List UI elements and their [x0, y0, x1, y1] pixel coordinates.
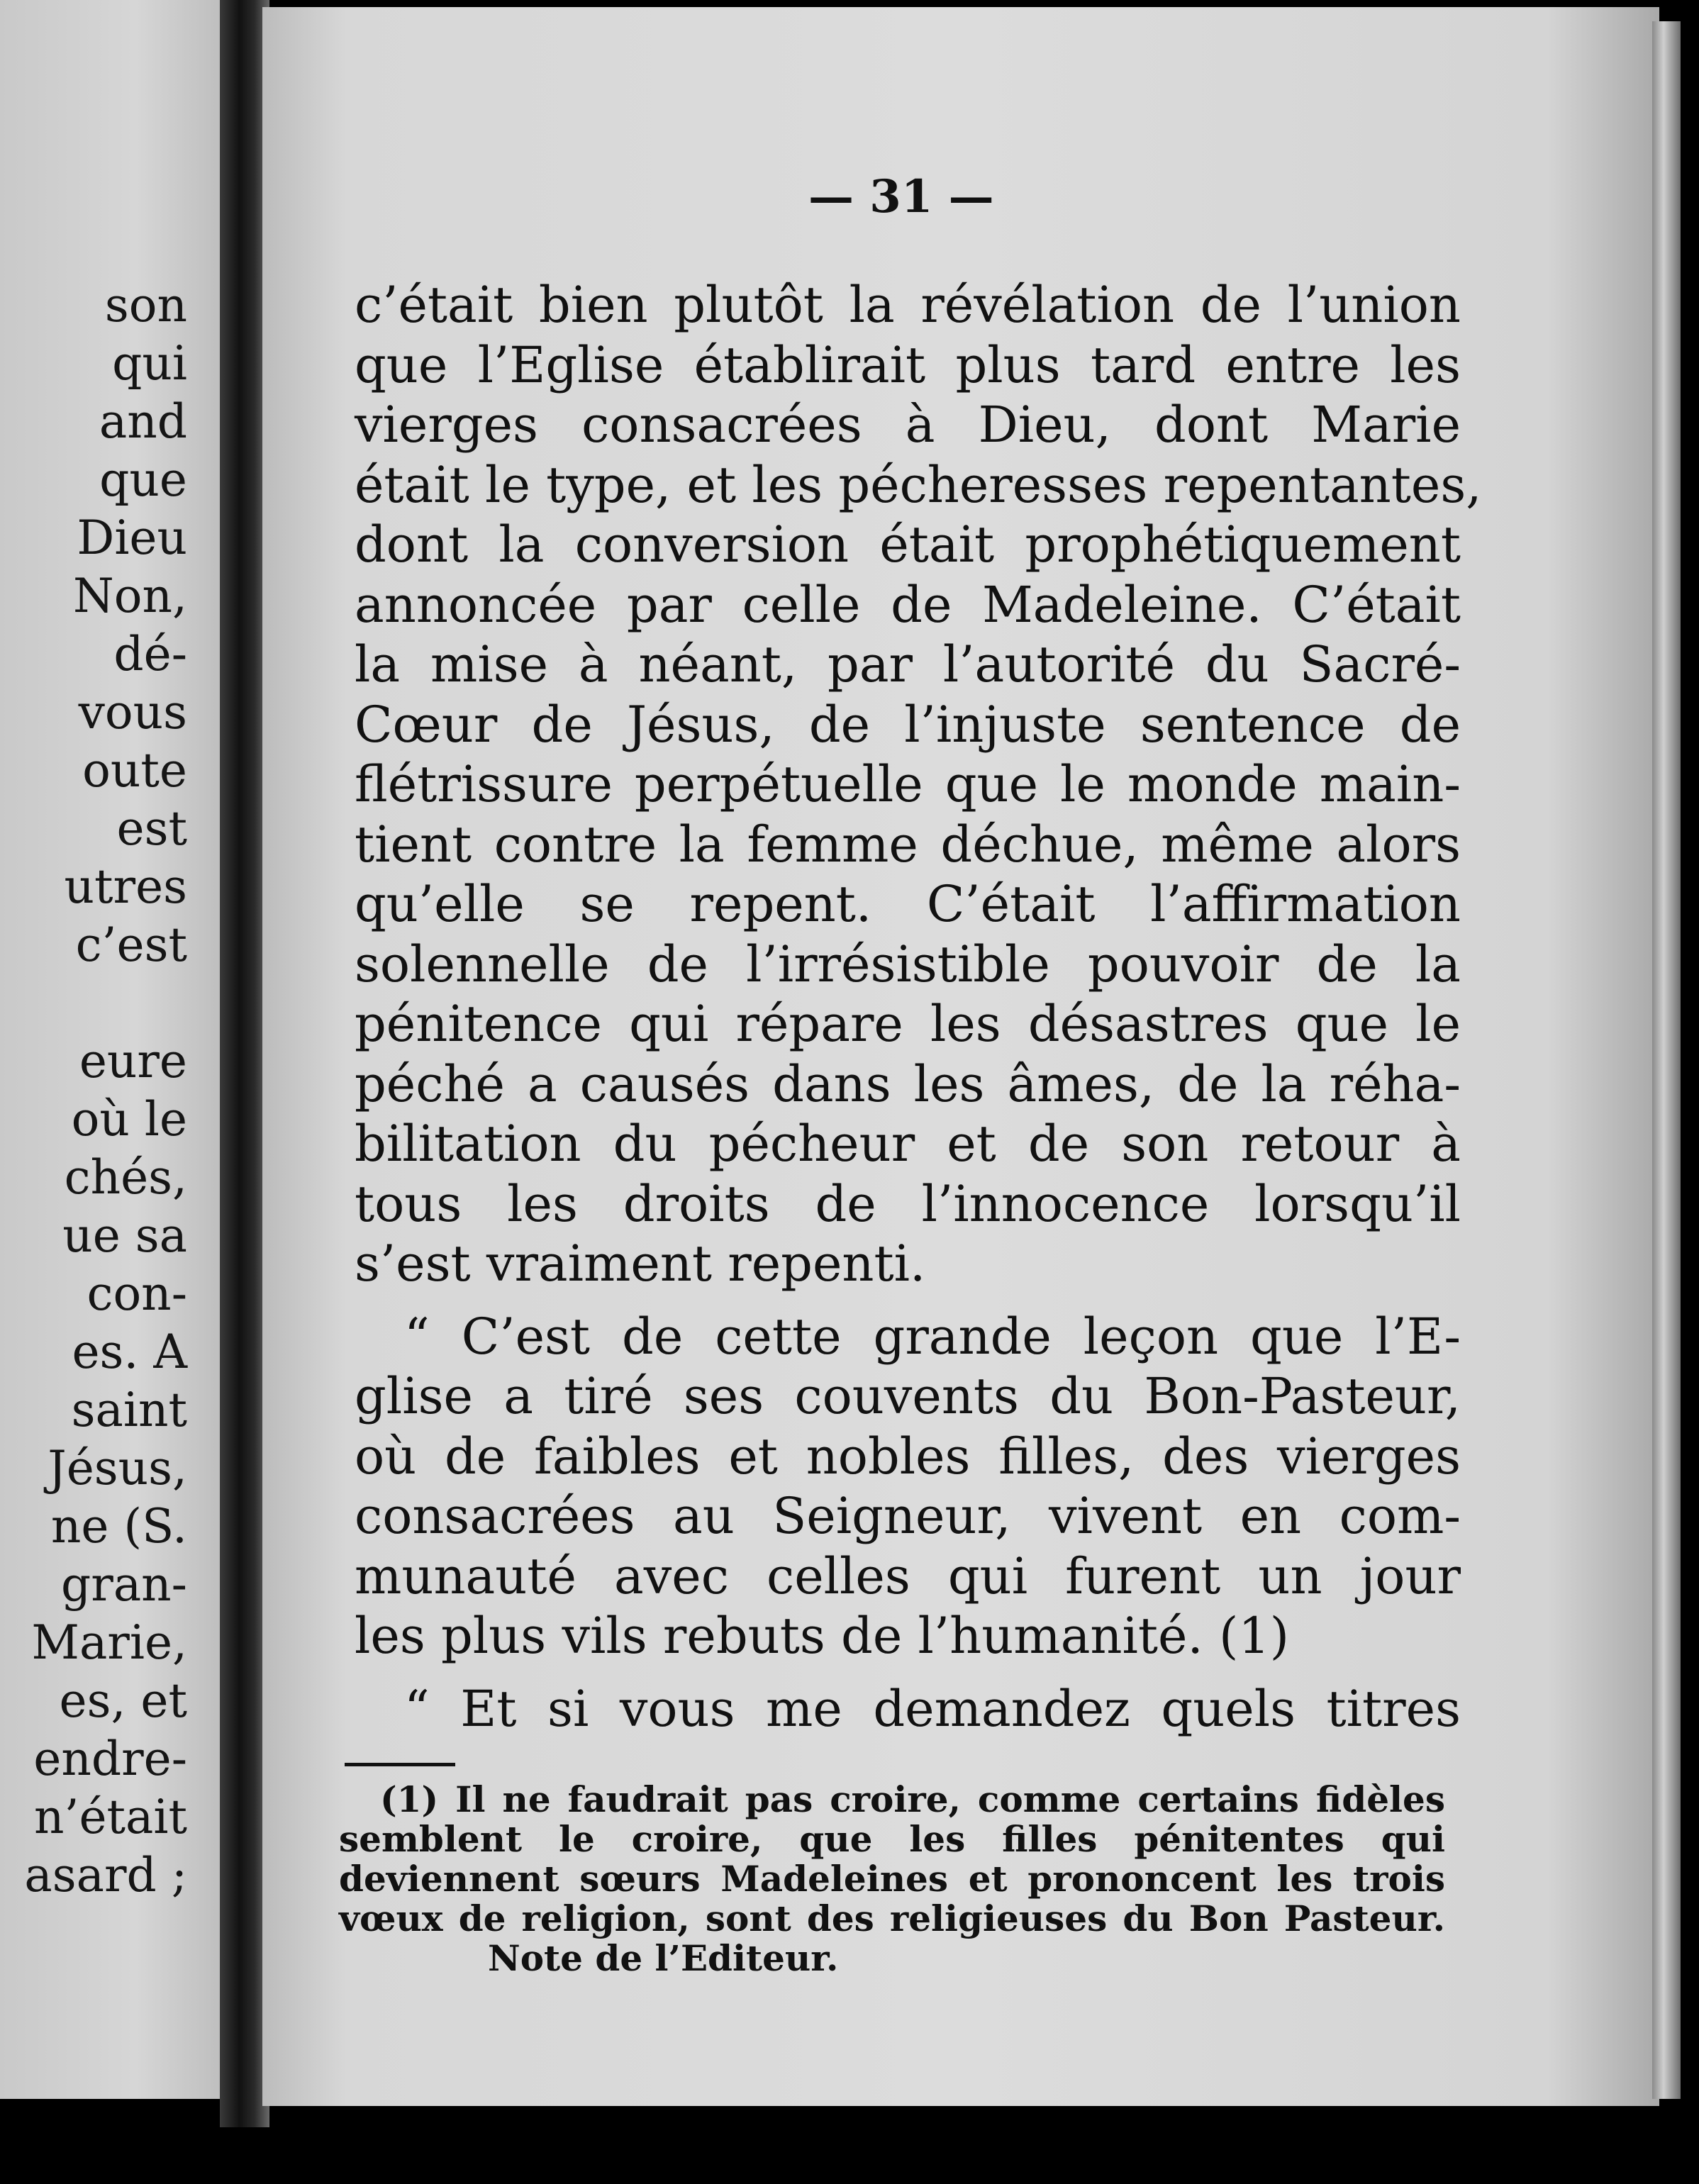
previous-page-line: son	[104, 278, 187, 333]
previous-page-line: saint	[71, 1383, 187, 1437]
text-line: dont la conversion était prophétiquement	[355, 516, 1461, 574]
text-line: c’était bien plutôt la révélation de l’union	[355, 276, 1461, 334]
paragraph-gap	[355, 1666, 1461, 1679]
previous-page-line: n’était	[33, 1790, 187, 1844]
text-line: était le type, et les pécheresses repentantes,	[355, 455, 1482, 514]
paragraph-gap	[355, 1294, 1461, 1307]
previous-page-line: oute	[82, 743, 187, 798]
footnote-rule	[345, 1763, 455, 1766]
previous-page-line: Jésus,	[48, 1441, 187, 1495]
text-line: glise a tiré ses couvents du Bon-Pasteur,	[355, 1367, 1461, 1425]
footnote	[339, 1780, 1445, 1978]
footnote-line: semblent le croire, que les filles pénitentes qui	[339, 1818, 1445, 1860]
text-line: tient contre la femme déchue, même alors	[355, 815, 1461, 874]
previous-page-line: Marie,	[31, 1615, 187, 1670]
text-line: où de faibles et nobles filles, des vierges	[355, 1427, 1461, 1486]
text-line: les plus vils rebuts de l’humanité. (1)	[355, 1607, 1290, 1665]
previous-page-line: vous	[78, 685, 187, 740]
text-line: solennelle de l’irrésistible pouvoir de la	[355, 935, 1461, 993]
text-line: bilitation du pécheur et de son retour à	[355, 1115, 1461, 1173]
text-line: consacrées au Seigneur, vivent en com-	[355, 1487, 1461, 1545]
previous-page-line: con-	[87, 1266, 187, 1321]
text-line: pénitence qui répare les désastres que le	[355, 995, 1461, 1053]
previous-page-line: asard ;	[24, 1848, 187, 1902]
previous-page-line: eure	[79, 1034, 187, 1088]
previous-page-line: es. A	[72, 1325, 187, 1379]
previous-page-line: chés,	[64, 1150, 187, 1205]
previous-page-line: ne (S.	[50, 1499, 187, 1554]
footnote-line: (1) Il ne faudrait pas croire, comme certains fidèles	[380, 1778, 1445, 1820]
previous-page-line: qui	[112, 336, 187, 391]
main-text	[355, 275, 1482, 1739]
previous-page-line: and	[99, 394, 187, 449]
previous-page-line: où le	[71, 1092, 187, 1147]
text-line: qu’elle se repent. C’était l’affirmation	[355, 875, 1461, 933]
previous-page-line: es, et	[59, 1673, 187, 1728]
previous-page-line: endre-	[33, 1732, 187, 1786]
text-line: vierges consacrées à Dieu, dont Marie	[355, 396, 1461, 454]
text-line: s’est vraiment repenti.	[355, 1235, 926, 1293]
previous-page-line: ue sa	[62, 1208, 187, 1263]
footnote-signature: Note de l’Editeur.	[488, 1937, 839, 1979]
text-line: munauté avec celles qui furent un jour	[355, 1547, 1461, 1605]
previous-page-line: dé-	[113, 627, 187, 681]
page-edge	[1652, 21, 1681, 2099]
previous-page-line: Dieu	[77, 511, 187, 565]
text-line: que l’Eglise établirait plus tard entre les	[355, 335, 1461, 394]
previous-page-line: Non,	[73, 569, 187, 623]
footnote-line: deviennent sœurs Madeleines et prononcent les trois	[339, 1858, 1445, 1900]
text-line: annoncée par celle de Madeleine. C’était	[355, 575, 1461, 634]
text-line: péché a causés dans les âmes, de la réha-	[355, 1054, 1461, 1113]
text-line: la mise à néant, par l’autorité du Sacré-	[355, 635, 1461, 693]
previous-page-line: gran-	[61, 1557, 187, 1612]
page-number: — 31 —	[808, 170, 994, 223]
text-line: “ Et si vous me demandez quels titres	[404, 1679, 1461, 1738]
previous-page	[0, 0, 227, 2099]
text-line: tous les droits de l’innocence lorsqu’il	[355, 1174, 1461, 1233]
text-line: Cœur de Jésus, de l’injuste sentence de	[355, 695, 1461, 754]
previous-page-line: est	[116, 801, 187, 856]
previous-page-line: c’est	[75, 918, 187, 972]
footnote-line: vœux de religion, sont des religieuses du Bon Pasteur.	[339, 1898, 1445, 1939]
previous-page-line: utres	[64, 859, 187, 914]
previous-page-line: que	[99, 452, 187, 507]
text-line: “ C’est de cette grande leçon que l’E-	[404, 1307, 1461, 1366]
text-line: flétrissure perpétuelle que le monde main-	[355, 755, 1461, 813]
